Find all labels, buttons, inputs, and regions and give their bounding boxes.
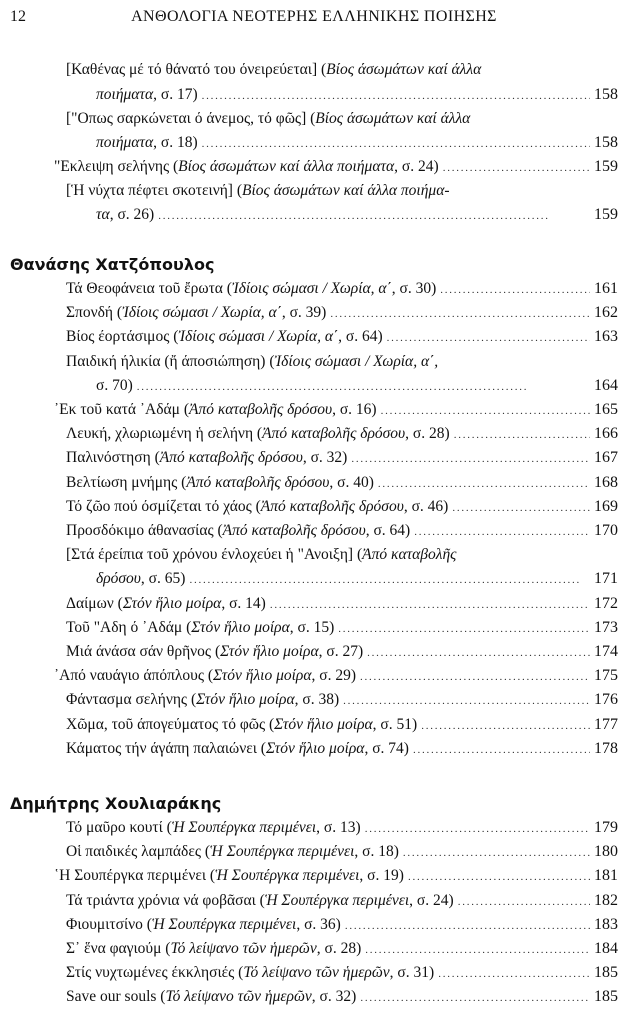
page-ref: 165 [594,401,618,418]
leader-dots [452,495,590,518]
toc-entry-line2: ποιήματα, σ. 18) . . . 158 [96,131,618,154]
leader-dots [378,471,590,494]
toc-entry-line2: τα, σ. 26) . . . 159 [96,203,618,226]
page-ref: 179 [594,819,618,836]
page-ref: 161 [594,280,618,297]
toc-entry-line1: Παιδική ήλικία (ἤ άποσιώπηση) (Ἰδίοις σώμασι / Χωρία, α΄, [66,352,439,370]
leader-dots [454,422,590,445]
leader-dots [189,567,590,590]
toc-entry: Σ᾿ ἕνα φαγιούμ (Τό λείψανο τῶν ἡμερῶν, σ. 28) . . . 184 [66,937,618,960]
page-ref: 185 [594,964,618,982]
page-ref: 183 [594,915,618,933]
leader-dots [365,937,590,960]
leader-dots [202,83,590,106]
toc-entry: Βελτίωση μνήμης (Ἀπό καταβολῆς δρόσου, σ. 40) . . . 168 [66,471,618,494]
toc-entry: Φάντασμα σελήνης (Στόν ἥλιο μοίρα, σ. 38) . . . 176 [66,688,618,711]
page-ref: 170 [594,522,618,539]
leader-dots [343,688,590,711]
toc-entry: Μιά άνάσα σάν θρῆνος (Στόν ἥλιο μοίρα, σ. 27) . . . 174 [66,640,618,663]
poet-heading: Θανάσης Χατζόπουλος [10,255,215,274]
toc-entry: ῾Η Σουπέργκα περιμένει (Ἡ Σουπέργκα περιμένει, σ. 19) . . . 181 [54,864,618,887]
page-ref: 167 [594,449,618,467]
leader-dots [440,277,590,300]
toc-entry: Τό ζῶο πού όσμίζεται τό χάος (Ἀπό καταβολῆς δρόσου, σ. 46) . . . 169 [66,495,618,518]
leader-dots [338,616,590,639]
toc-entry: Οἱ παιδικές λαμπάδες (Ἡ Σουπέργκα περιμένει, σ. 18) . . . 180 [66,840,618,863]
leader-dots [408,864,590,887]
leader-dots [360,664,590,687]
page-ref: 163 [594,328,618,346]
toc-entry: Παλινόστηση (Ἀπό καταβολῆς δρόσου, σ. 32) . . . 167 [66,446,618,469]
toc-entry: Τοῦ "Αδη ό ᾿Αδάμ (Στόν ἥλιο μοίρα, σ. 15) . . . 173 [66,616,618,639]
leader-dots [438,961,590,984]
toc-entry-line1: [Καθένας μέ τό θάνατό του όνειρεύεται] (Βίος άσωμάτων καί άλλα [66,61,482,78]
page-ref: 162 [594,304,618,322]
page-ref: 174 [594,643,618,660]
leader-dots [270,592,590,615]
leader-dots [158,203,590,226]
toc-entry: Κάματος τήν άγάπη παλαιώνει (Στόν ἥλιο μοίρα, σ. 74) . . . 178 [66,737,618,760]
toc-entry-line1: ["Οπως σαρκώνεται ό άνεμος, τό φῶς] (Βίος άσωμάτων καί άλλα [66,110,471,127]
leader-dots [345,913,590,936]
page-ref: 176 [594,691,618,709]
page-ref: 166 [594,425,618,443]
running-head [10,8,618,32]
poet-heading: Δημήτρης Χουλιαράκης [10,794,222,813]
page-ref: 172 [594,594,618,612]
leader-dots [202,131,590,154]
toc-entry: "Εκλειψη σελήνης (Βίος άσωμάτων καί άλλα ποιήματα, σ. 24) . . . 159 [54,155,618,178]
toc-entry: ᾿Από ναυάγιο άπόπλους (Στόν ἥλιο μοίρα, σ. 29) . . . 175 [54,664,618,687]
toc-entry-line1: [Ἡ νύχτα πέφτει σκοτεινή] (Βίος άσωμάτων καί άλλα ποιήμα- [66,182,450,199]
page-ref: 180 [594,843,618,861]
toc-entry: Χῶμα, τοῦ άπογεύματος τό φῶς (Στόν ἥλιο μοίρα, σ. 51) . . . 177 [66,713,618,736]
page-ref: 158 [594,134,618,151]
page-ref: 168 [594,473,618,491]
toc-entry: Στίς νυχτωμένες έκκλησιές (Τό λείψανο τῶν ἡμερῶν, σ. 31) . . . 185 [66,961,618,984]
toc-entry-line2: δρόσου, σ. 65) . . . 171 [96,567,618,590]
toc-entry: Φιουμιτσίνο (Ἡ Σουπέργκα περιμένει, σ. 36) . . . 183 [66,913,618,936]
toc-entry: Τό μαῦρο κουτί (Ἡ Σουπέργκα περιμένει, σ. 13) . . . 179 [66,816,618,839]
leader-dots [367,640,590,663]
leader-dots [360,985,590,1008]
page-ref: 178 [594,739,618,757]
page-ref: 171 [594,570,618,588]
leader-dots [365,816,590,839]
toc-entry: Λευκή, χλωριωμένη ἡ σελήνη (Ἀπό καταβολῆς δρόσου, σ. 28) . . . 166 [66,422,618,445]
toc-entry: Σπονδή (Ἰδίοις σώμασι / Χωρία, α΄, σ. 39) . . . 162 [66,301,618,324]
page-ref: 159 [594,206,618,223]
toc-entry: Save our souls (Τό λείψανο τῶν ἡμερῶν, σ. 32) . . . 185 [66,985,618,1008]
page-ref: 159 [594,158,618,175]
toc-entry: Προσδόκιμο άθανασίας (Ἀπό καταβολῆς δρόσου, σ. 64) . . . 170 [66,519,618,542]
page-ref: 177 [594,715,618,733]
page-ref: 185 [594,988,618,1006]
toc-entry-line2: ποιήματα, σ. 17) . . . 158 [96,83,618,106]
page-number: 12 [10,8,26,25]
page-ref: 184 [594,940,618,957]
page-ref: 182 [594,891,618,909]
leader-dots [403,840,590,863]
leader-dots [421,713,590,736]
toc-entry-line2: σ. 70) . . . 164 [96,374,618,397]
leader-dots [458,889,590,912]
toc-entry-line1: [Στά έρείπια τοῦ χρόνου ένλοχεύει ἡ "Ανοιξη] (Ἀπό καταβολῆς [66,546,457,564]
leader-dots [413,737,590,760]
leader-dots [137,374,590,397]
leader-dots [414,519,590,542]
page-ref: 158 [594,86,618,103]
page-ref: 169 [594,497,618,515]
page-ref: 164 [594,376,618,394]
page-ref: 175 [594,667,618,685]
page-ref: 181 [594,867,618,885]
toc-entry: Τά τριάντα χρόνια νά φοβᾶσαι (Ἡ Σουπέργκα περιμένει, σ. 24) . . . 182 [66,889,618,912]
leader-dots [351,446,590,469]
running-title: ΑΝΘΟΛΟΓΙΑ ΝΕΟΤΕΡΗΣ ΕΛΛΗΝΙΚΗΣ ΠΟΙΗΣΗΣ [131,8,497,25]
toc-entry: ᾿Εκ τοῦ κατά ᾿Αδάμ (Ἀπό καταβολῆς δρόσου, σ. 16) . . . 165 [54,398,618,421]
leader-dots [387,325,590,348]
toc-entry: Τά Θεοφάνεια τοῦ ἔρωτα (Ἰδίοις σώμασι / Χωρία, α΄, σ. 30) . . . 161 [66,277,618,300]
leader-dots [330,301,590,324]
leader-dots [443,155,590,178]
leader-dots [381,398,590,421]
toc-entry: Δαίμων (Στόν ἥλιο μοίρα, σ. 14) . . . 172 [66,592,618,615]
page-ref: 173 [594,618,618,636]
toc-entry: Βίος έορτάσιμος (Ἰδίοις σώμασι / Χωρία, α΄, σ. 64) . . . 163 [66,325,618,348]
